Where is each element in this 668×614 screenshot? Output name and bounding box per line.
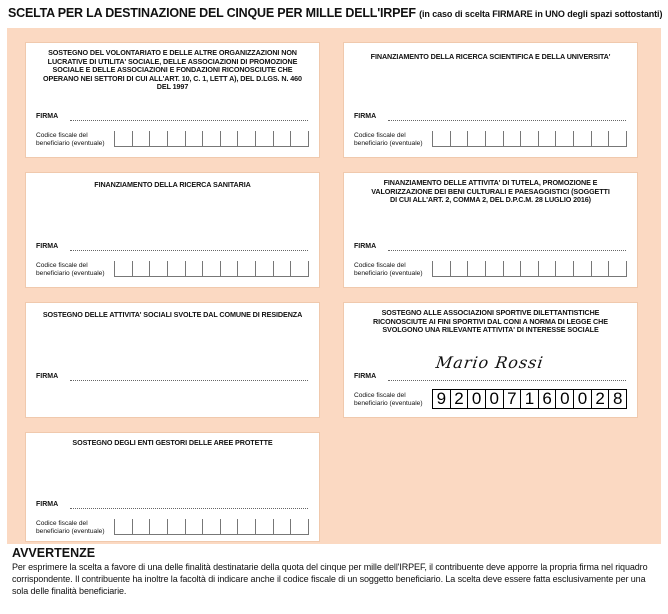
cf-label: Codice fiscale del beneficiario (eventuale) [36,262,105,277]
box-title: FINANZIAMENTO DELLA RICERCA SCIENTIFICA E DELLA UNIVERSITA' [370,52,611,61]
cf-input[interactable] [114,519,309,535]
firma-label: FIRMA [354,373,377,380]
cf-input[interactable] [432,131,627,147]
box-comune-residenza [25,302,320,418]
firma-line[interactable] [70,508,308,509]
form-title-note: (in caso di scelta FIRMARE in UNO degli spazi sottostanti) [419,9,663,19]
cf-input[interactable] [114,261,309,277]
box-ricerca-scientifica [343,42,638,158]
box-title: SOSTEGNO DELLE ATTIVITA' SOCIALI SVOLTE DAL COMUNE DI RESIDENZA [42,310,303,319]
cf-digit: 9 [432,389,450,409]
firma-label: FIRMA [36,243,59,250]
cf-digit: 8 [608,389,627,409]
cf-input[interactable] [432,261,627,277]
box-title: SOSTEGNO DEGLI ENTI GESTORI DELLE AREE PROTETTE [72,438,273,447]
box-beni-culturali [343,172,638,288]
cf-label: Codice fiscale del beneficiario (eventuale) [354,262,423,277]
signature: Mario Rossi [434,353,545,372]
form-title-text: SCELTA PER LA DESTINAZIONE DEL CINQUE PER MILLE DELL'IRPEF [8,6,416,20]
firma-line[interactable] [388,380,626,381]
cf-label: Codice fiscale del beneficiario (eventuale) [36,132,105,147]
box-title: FINANZIAMENTO DELLA RICERCA SANITARIA [94,180,251,189]
cf-digit: 0 [555,389,573,409]
avvertenze-section [12,546,660,597]
firma-line[interactable] [70,120,308,121]
cf-digit: 0 [467,389,485,409]
firma-label: FIRMA [36,501,59,508]
firma-label: FIRMA [36,113,59,120]
cf-digit: 2 [591,389,609,409]
firma-label: FIRMA [36,373,59,380]
avvertenze-body: Per esprimere la scelta a favore di una delle finalità destinatarie della quota del cinque per mille dell'IRPEF, il contribuente deve apporre la propria firma nel riquadro corrispondente. Il contribuente ha inoltre la facoltà di indicare anche il codice fiscale di un soggetto beneficiario. La scelta deve essere fatta esclusivamente per una sola delle finalità beneficiarie. [12,562,648,596]
cf-digit: 7 [503,389,521,409]
cf-input[interactable] [114,131,309,147]
avvertenze-title: AVVERTENZE [12,546,96,560]
box-aree-protette [25,432,320,542]
firma-label: FIRMA [354,243,377,250]
choice-panel [7,28,661,544]
box-associazioni-sportive [343,302,638,418]
firma-line[interactable] [388,250,626,251]
cf-input[interactable] [432,389,627,409]
box-title: SOSTEGNO DEL VOLONTARIATO E DELLE ALTRE ORGANIZZAZIONI NON LUCRATIVE DI UTILITA' SOCIALE, DELLE ASSOCIAZIONI DI PROMOZIONE SOCIALE E DELLE ASSOCIAZIONI E FONDAZIONI RICONOSCIUTE CHE OPERANO NEI SETTORI DI CUI ALL'ART. 10, C. 1, LETT A), DEL D.LGS. N. 460 DEL 1997 [43,48,302,92]
cf-digit: 1 [520,389,538,409]
cf-label: Codice fiscale del beneficiario (eventuale) [354,132,423,147]
cf-label: Codice fiscale del beneficiario (eventuale) [354,392,423,407]
firma-line[interactable] [388,120,626,121]
box-volontariato [25,42,320,158]
box-title: SOSTEGNO ALLE ASSOCIAZIONI SPORTIVE DILETTANTISTICHE RICONOSCIUTE AI FINI SPORTIVI DAL CONI A NORMA DI LEGGE CHE SVOLGONO UNA RILEVANTE ATTIVITA' DI INTERESSE SOCIALE [373,308,608,335]
firma-line[interactable] [70,380,308,381]
firma-line[interactable] [70,250,308,251]
firma-label: FIRMA [354,113,377,120]
cf-digit: 0 [485,389,503,409]
box-title: FINANZIAMENTO DELLE ATTIVITA' DI TUTELA, PROMOZIONE E VALORIZZAZIONE DEI BENI CULTURALI E PAESAGGISTICI (SOGGETTI DI CUI ALL'ART. 2, COMMA 2, DEL D.P.C.M. 28 LUGLIO 2016) [371,178,610,205]
form-title [8,6,663,26]
cf-digit: 2 [450,389,468,409]
cf-digit: 0 [573,389,591,409]
box-ricerca-sanitaria [25,172,320,288]
cf-digit: 6 [538,389,556,409]
cf-label: Codice fiscale del beneficiario (eventuale) [36,520,105,535]
